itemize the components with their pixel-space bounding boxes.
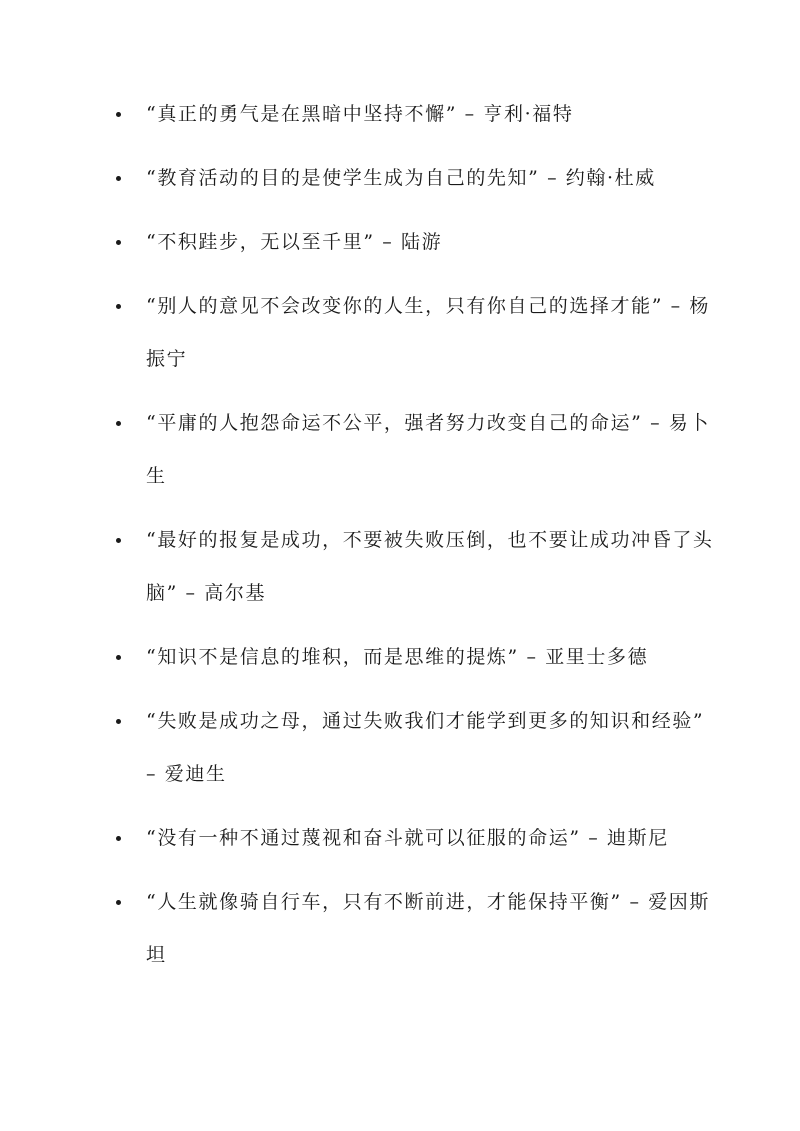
bullet-icon bbox=[116, 176, 121, 181]
quote-text: “最好的报复是成功，不要被失败压倒，也不要让成功冲昏了头脑” – 高尔基 bbox=[146, 529, 714, 604]
quote-text: “真正的勇气是在黑暗中坚持不懈” – 亨利·福特 bbox=[146, 103, 574, 125]
quote-item-8 bbox=[116, 695, 716, 801]
bullet-icon bbox=[116, 112, 121, 117]
quote-text: “没有一种不通过蔑视和奋斗就可以征服的命运” – 迪斯尼 bbox=[146, 827, 669, 849]
quote-item-9 bbox=[116, 812, 716, 865]
quote-text: “教育活动的目的是使学生成为自己的先知” – 约翰·杜威 bbox=[146, 167, 656, 189]
quote-text: “知识不是信息的堆积，而是思维的提炼” – 亚里士多德 bbox=[146, 646, 649, 668]
quote-item-1 bbox=[116, 88, 716, 141]
quote-item-3 bbox=[116, 216, 716, 269]
quote-item-5 bbox=[116, 397, 716, 503]
bullet-icon bbox=[116, 421, 121, 426]
bullet-icon bbox=[116, 538, 121, 543]
bullet-icon bbox=[116, 836, 121, 841]
quote-text: “别人的意见不会改变你的人生，只有你自己的选择才能” – 杨振宁 bbox=[146, 295, 711, 370]
bullet-icon bbox=[116, 719, 121, 724]
quote-list bbox=[116, 88, 716, 993]
quote-item-2 bbox=[116, 152, 716, 205]
quote-item-10 bbox=[116, 876, 716, 982]
bullet-icon bbox=[116, 304, 121, 309]
bullet-icon bbox=[116, 240, 121, 245]
quote-text: “人生就像骑自行车，只有不断前进，才能保持平衡” – 爱因斯坦 bbox=[146, 891, 711, 966]
quote-item-4 bbox=[116, 280, 716, 386]
bullet-icon bbox=[116, 900, 121, 905]
quote-item-6 bbox=[116, 514, 716, 620]
quote-text: “失败是成功之母，通过失败我们才能学到更多的知识和经验” – 爱迪生 bbox=[146, 710, 705, 785]
bullet-icon bbox=[116, 655, 121, 660]
quote-text: “平庸的人抱怨命运不公平，强者努力改变自己的命运” – 易卜生 bbox=[146, 412, 711, 487]
quote-item-7 bbox=[116, 631, 716, 684]
quote-text: “不积跬步，无以至千里” – 陆游 bbox=[146, 231, 443, 253]
